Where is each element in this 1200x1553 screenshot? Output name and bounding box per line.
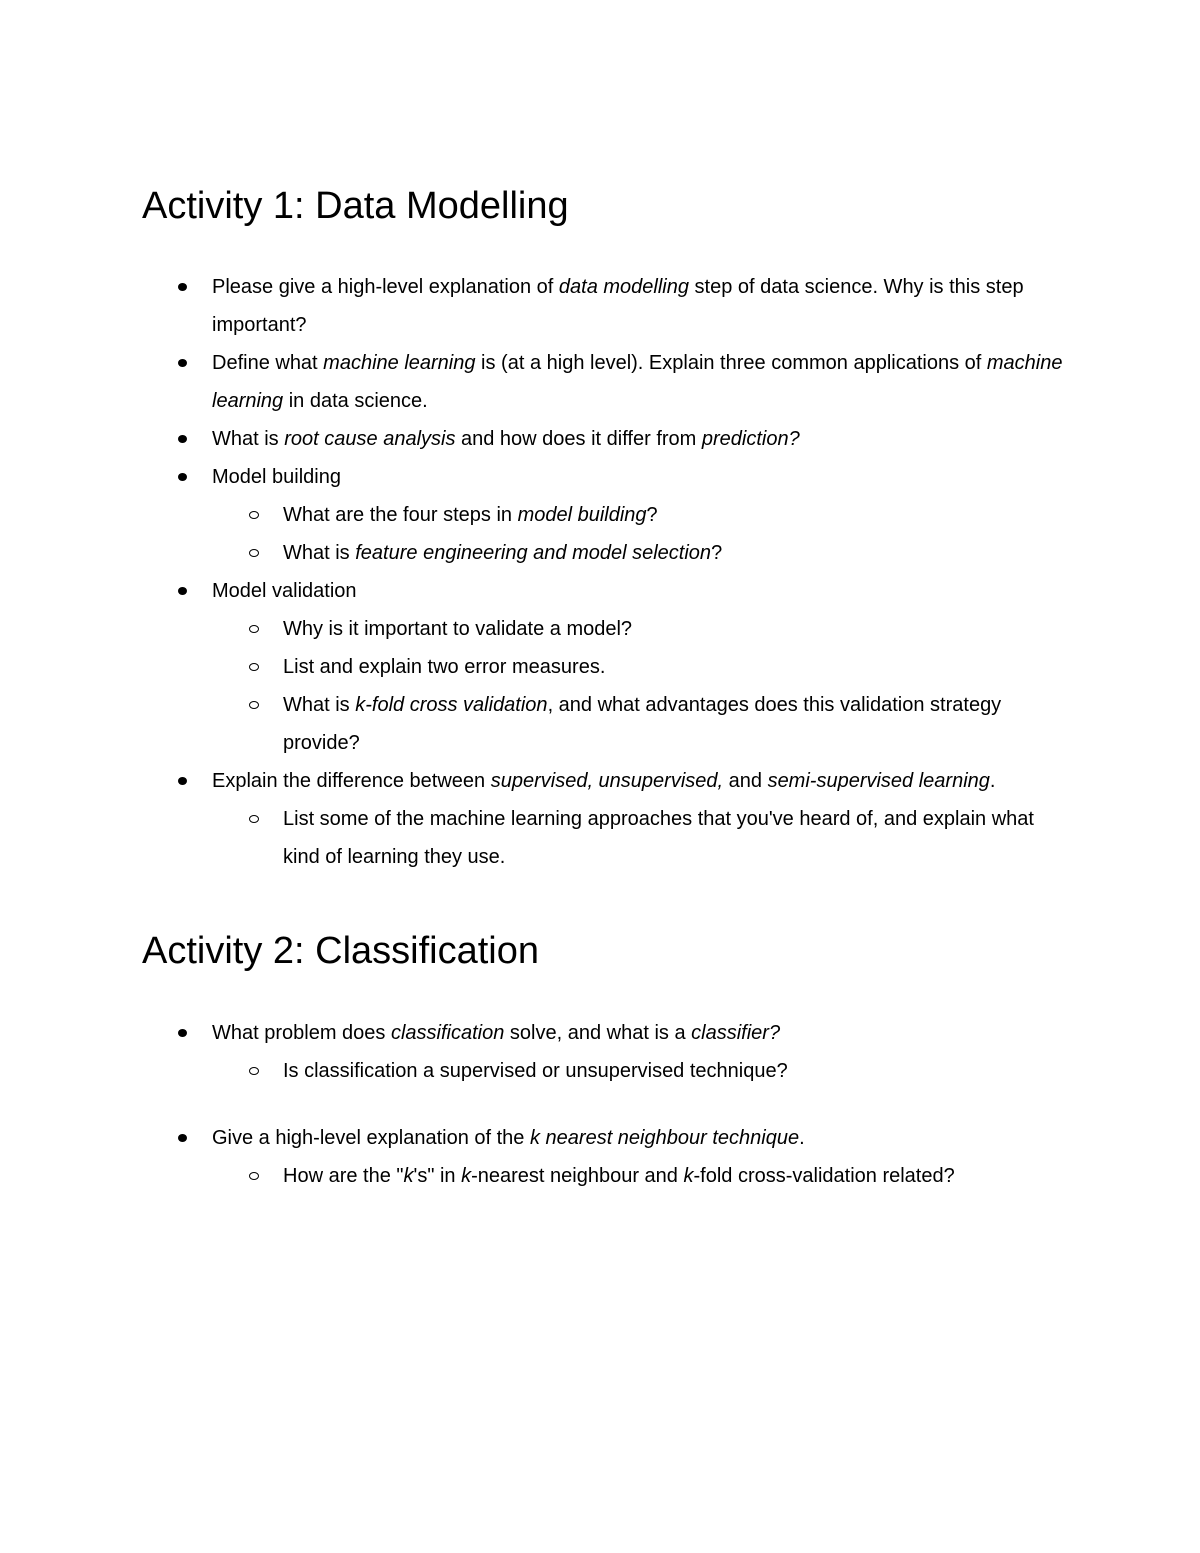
item-text: is (at a high level). Explain three common applications of xyxy=(475,352,987,374)
list-item xyxy=(212,762,1072,800)
item-text: step of data science. Why is this step important? xyxy=(212,276,1024,336)
item-text: Give a high-level explanation of the xyxy=(212,1127,530,1149)
hollow-bullet-icon xyxy=(249,663,259,671)
item-text: What is xyxy=(212,428,285,450)
item-text: . xyxy=(989,770,996,792)
item-text: What problem does xyxy=(212,1022,391,1044)
item-text: How are the " xyxy=(283,1165,404,1187)
item-text: solve, and what is a xyxy=(504,1022,692,1044)
emphasized-term: machine learning xyxy=(212,352,1063,412)
list-item xyxy=(212,344,1072,420)
item-text: What is xyxy=(283,694,356,716)
sub-list-item xyxy=(283,1157,1073,1195)
item-text: . xyxy=(799,1127,805,1149)
hollow-bullet-icon xyxy=(249,1172,259,1180)
item-text: Why is it important to validate a model? xyxy=(283,618,633,640)
filled-bullet-icon xyxy=(178,359,187,367)
filled-bullet-icon xyxy=(178,1134,187,1142)
hollow-bullet-icon xyxy=(249,701,259,709)
item-text: ? xyxy=(646,504,658,526)
hollow-bullet-icon xyxy=(249,625,259,633)
filled-bullet-icon xyxy=(178,435,187,443)
list-item xyxy=(212,420,1072,458)
list-item xyxy=(212,1119,1072,1157)
item-text: Model validation xyxy=(212,580,357,602)
list-item xyxy=(212,458,1072,496)
item-text: Is classification a supervised or unsupervised technique? xyxy=(283,1060,788,1082)
filled-bullet-icon xyxy=(178,1029,187,1037)
sub-list-item xyxy=(283,800,1073,876)
emphasized-term: semi-supervised learning xyxy=(767,770,990,792)
hollow-bullet-icon xyxy=(249,1067,259,1075)
list-item xyxy=(212,572,1072,610)
list-item xyxy=(212,1014,1072,1052)
emphasized-term: feature engineering and model selection xyxy=(355,542,712,564)
filled-bullet-icon xyxy=(178,777,187,785)
emphasized-term: k-fold cross validation xyxy=(355,694,548,716)
sub-list-item xyxy=(283,534,1073,572)
filled-bullet-icon xyxy=(178,587,187,595)
emphasized-term: k xyxy=(683,1165,694,1187)
sub-list-item xyxy=(283,1052,1073,1090)
item-text: Model building xyxy=(212,466,341,488)
item-text: -fold cross-validation related? xyxy=(693,1165,955,1187)
emphasized-term: classifier? xyxy=(691,1022,781,1044)
emphasized-term: classification xyxy=(390,1022,505,1044)
sub-list-item xyxy=(283,610,1073,648)
emphasized-term: model building xyxy=(517,504,647,526)
emphasized-term: k xyxy=(403,1165,414,1187)
item-text: List and explain two error measures. xyxy=(283,656,606,678)
sub-list-item xyxy=(283,648,1073,686)
item-text: -nearest neighbour and xyxy=(471,1165,684,1187)
list-item xyxy=(212,268,1072,344)
filled-bullet-icon xyxy=(178,283,187,291)
item-text: Explain the difference between xyxy=(212,770,491,792)
item-text: What are the four steps in xyxy=(283,504,518,526)
emphasized-term: k xyxy=(461,1165,472,1187)
item-text: ? xyxy=(711,542,723,564)
emphasized-term: supervised, unsupervised, xyxy=(490,770,724,792)
sub-list-item xyxy=(283,686,1073,762)
emphasized-term: data modelling xyxy=(558,276,689,298)
hollow-bullet-icon xyxy=(249,511,259,519)
section-heading-activity-2: Activity 2: Classification xyxy=(142,930,540,972)
sub-list-item xyxy=(283,496,1073,534)
emphasized-term: k nearest neighbour technique xyxy=(529,1127,800,1149)
item-text: and xyxy=(723,770,768,792)
emphasized-term: root cause analysis xyxy=(284,428,456,450)
hollow-bullet-icon xyxy=(249,815,259,823)
activity-1-question-list xyxy=(0,268,1200,876)
filled-bullet-icon xyxy=(178,473,187,481)
item-text: 's" in xyxy=(413,1165,462,1187)
emphasized-term: prediction? xyxy=(701,428,800,450)
section-heading-activity-1: Activity 1: Data Modelling xyxy=(142,185,569,227)
item-text: , and what advantages does this validation strategy provide? xyxy=(283,694,1002,754)
hollow-bullet-icon xyxy=(249,549,259,557)
item-text: What is xyxy=(283,542,356,564)
activity-2-question-list xyxy=(0,1014,1200,1195)
item-text: Please give a high-level explanation of xyxy=(212,276,559,298)
item-text: in data science. xyxy=(283,390,428,412)
item-text: Define what xyxy=(212,352,324,374)
item-text: List some of the machine learning approaches that you've heard of, and explain what kind of learning they use. xyxy=(283,808,1034,868)
emphasized-term: machine learning xyxy=(323,352,476,374)
item-text: and how does it differ from xyxy=(455,428,702,450)
